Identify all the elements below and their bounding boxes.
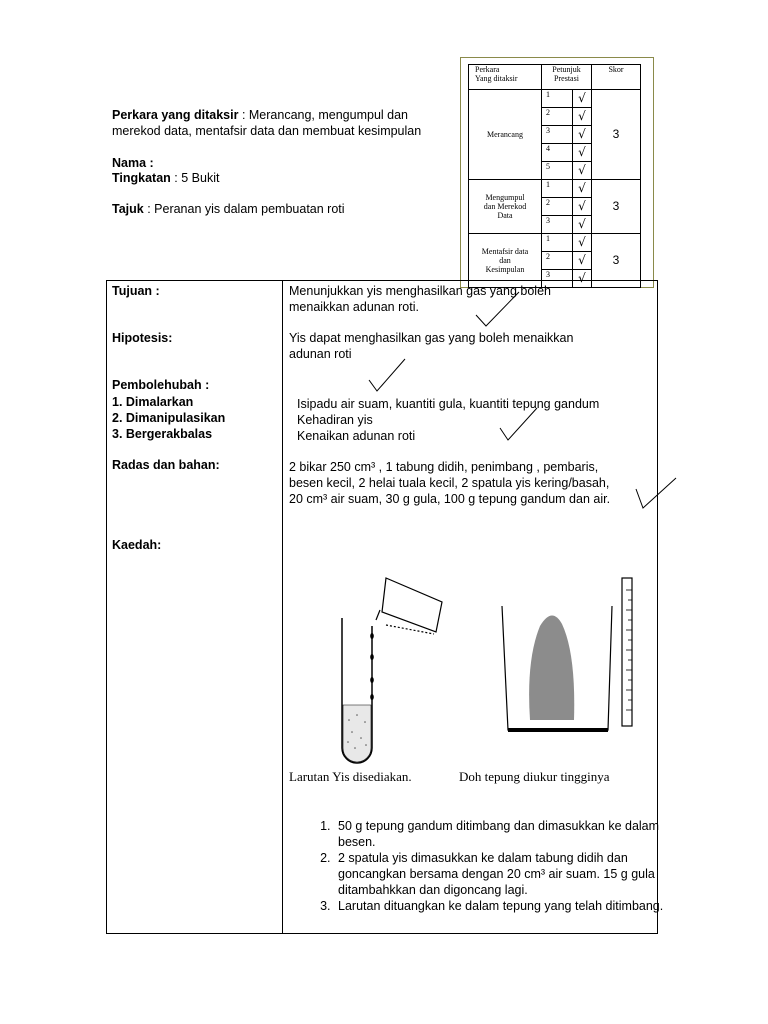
header-petunjuk: Petunjuk Prestasi bbox=[542, 65, 592, 90]
radas-line-1: 2 bikar 250 cm³ , 1 tabung didih, penimbang , pembaris, bbox=[289, 460, 599, 474]
caption-larutan: Larutan Yis disediakan. bbox=[289, 769, 412, 784]
perkara-value: : Merancang, mengumpul dan bbox=[238, 108, 409, 122]
item-number: 3 bbox=[542, 126, 573, 144]
header-skor: Skor bbox=[592, 65, 641, 90]
tajuk-label: Tajuk bbox=[112, 202, 144, 216]
radas-line-3: 20 cm³ air suam, 30 g gula, 100 g tepung gandum dan air. bbox=[289, 492, 611, 506]
group-mengumpul: Mengumpul dan Merekod Data bbox=[469, 180, 542, 234]
tick-mark: √ bbox=[573, 162, 592, 180]
tick-mark: √ bbox=[573, 108, 592, 126]
group-mentafsir: Mentafsir data dan Kesimpulan bbox=[469, 234, 542, 288]
ruler bbox=[622, 578, 632, 726]
tick-mark: √ bbox=[573, 252, 592, 270]
tick-radas bbox=[636, 478, 676, 508]
hipotesis-line-1: Yis dapat menghasilkan gas yang boleh menaikkan bbox=[289, 331, 574, 345]
caption-doh: Doh tepung diukur tingginya bbox=[459, 769, 610, 784]
boiling-tube bbox=[342, 618, 372, 763]
item-number: 2 bbox=[542, 252, 573, 270]
perkara-line-2: merekod data, mentafsir data dan membuat kesimpulan bbox=[112, 124, 422, 138]
tujuan-line-2: menaikkan adunan roti. bbox=[289, 300, 419, 314]
item-number: 1 bbox=[542, 180, 573, 198]
skor-merancang: 3 bbox=[592, 90, 641, 180]
nama-label: Nama : bbox=[112, 156, 154, 170]
pembolehubah-v3: Kenaikan adunan roti bbox=[297, 429, 416, 443]
pembolehubah-v2: Kehadiran yis bbox=[297, 413, 373, 427]
skor-mentafsir: 3 bbox=[592, 234, 641, 288]
pembolehubah-label: Pembolehubah : bbox=[112, 378, 210, 392]
pembolehubah-k3: 3. Bergerakbalas bbox=[112, 427, 213, 441]
tick-mark: √ bbox=[573, 216, 592, 234]
tick-mark: √ bbox=[573, 126, 592, 144]
item-number: 4 bbox=[542, 144, 573, 162]
method-step: 1. 50 g tepung gandum ditimbang dan dimasukkan ke dalam besen. bbox=[334, 818, 699, 850]
tingkatan-value: : 5 Bukit bbox=[170, 171, 220, 185]
tingkatan-label: Tingkatan bbox=[112, 171, 171, 185]
tujuan-label: Tujuan : bbox=[112, 284, 160, 298]
tick-mark: √ bbox=[573, 270, 592, 288]
tujuan-line-1: Menunjukkan yis menghasilkan gas yang boleh bbox=[289, 284, 551, 298]
pembolehubah-k2: 2. Dimanipulasikan bbox=[112, 411, 226, 425]
tick-mark: √ bbox=[573, 198, 592, 216]
method-steps bbox=[289, 818, 699, 914]
hipotesis-line-2: adunan roti bbox=[289, 347, 352, 361]
item-number: 3 bbox=[542, 270, 573, 288]
tick-mark: √ bbox=[573, 180, 592, 198]
method-step: 2. 2 spatula yis dimasukkan ke dalam tabung didih dan goncangkan bersama dengan 20 cm³ air suam. 15 g gula ditambahkkan dan digoncang lagi. bbox=[334, 850, 699, 898]
hipotesis-label: Hipotesis: bbox=[112, 331, 173, 345]
radas-line-2: besen kecil, 2 helai tuala kecil, 2 spatula yis kering/basah, bbox=[289, 476, 610, 490]
radas-label: Radas dan bahan: bbox=[112, 458, 220, 472]
skor-mengumpul: 3 bbox=[592, 180, 641, 234]
item-number: 1 bbox=[542, 234, 573, 252]
method-step: 3. Larutan dituangkan ke dalam tepung yang telah ditimbang. bbox=[334, 898, 699, 914]
tajuk-value: : Peranan yis dalam pembuatan roti bbox=[143, 202, 345, 216]
header-perkara: Perkara Yang ditaksir bbox=[469, 65, 542, 90]
item-number: 5 bbox=[542, 162, 573, 180]
item-number: 2 bbox=[542, 198, 573, 216]
pouring-beaker bbox=[376, 578, 442, 634]
tick-pembolehubah bbox=[369, 359, 405, 391]
item-number: 3 bbox=[542, 216, 573, 234]
tick-mark: √ bbox=[573, 90, 592, 108]
tick-mark: √ bbox=[573, 234, 592, 252]
perkara-label: Perkara yang ditaksir bbox=[112, 108, 239, 122]
tick-mark: √ bbox=[573, 144, 592, 162]
apparatus-diagram bbox=[330, 570, 650, 770]
pembolehubah-v1: Isipadu air suam, kuantiti gula, kuantiti tepung gandum bbox=[297, 397, 600, 411]
tick-pembolehubah-2 bbox=[500, 408, 537, 440]
kaedah-label: Kaedah: bbox=[112, 538, 162, 552]
dough-beaker bbox=[502, 606, 612, 730]
item-number: 2 bbox=[542, 108, 573, 126]
group-merancang: Merancang bbox=[469, 90, 542, 180]
item-number: 1 bbox=[542, 90, 573, 108]
tick-tujuan bbox=[476, 292, 519, 326]
pembolehubah-k1: 1. Dimalarkan bbox=[112, 395, 194, 409]
